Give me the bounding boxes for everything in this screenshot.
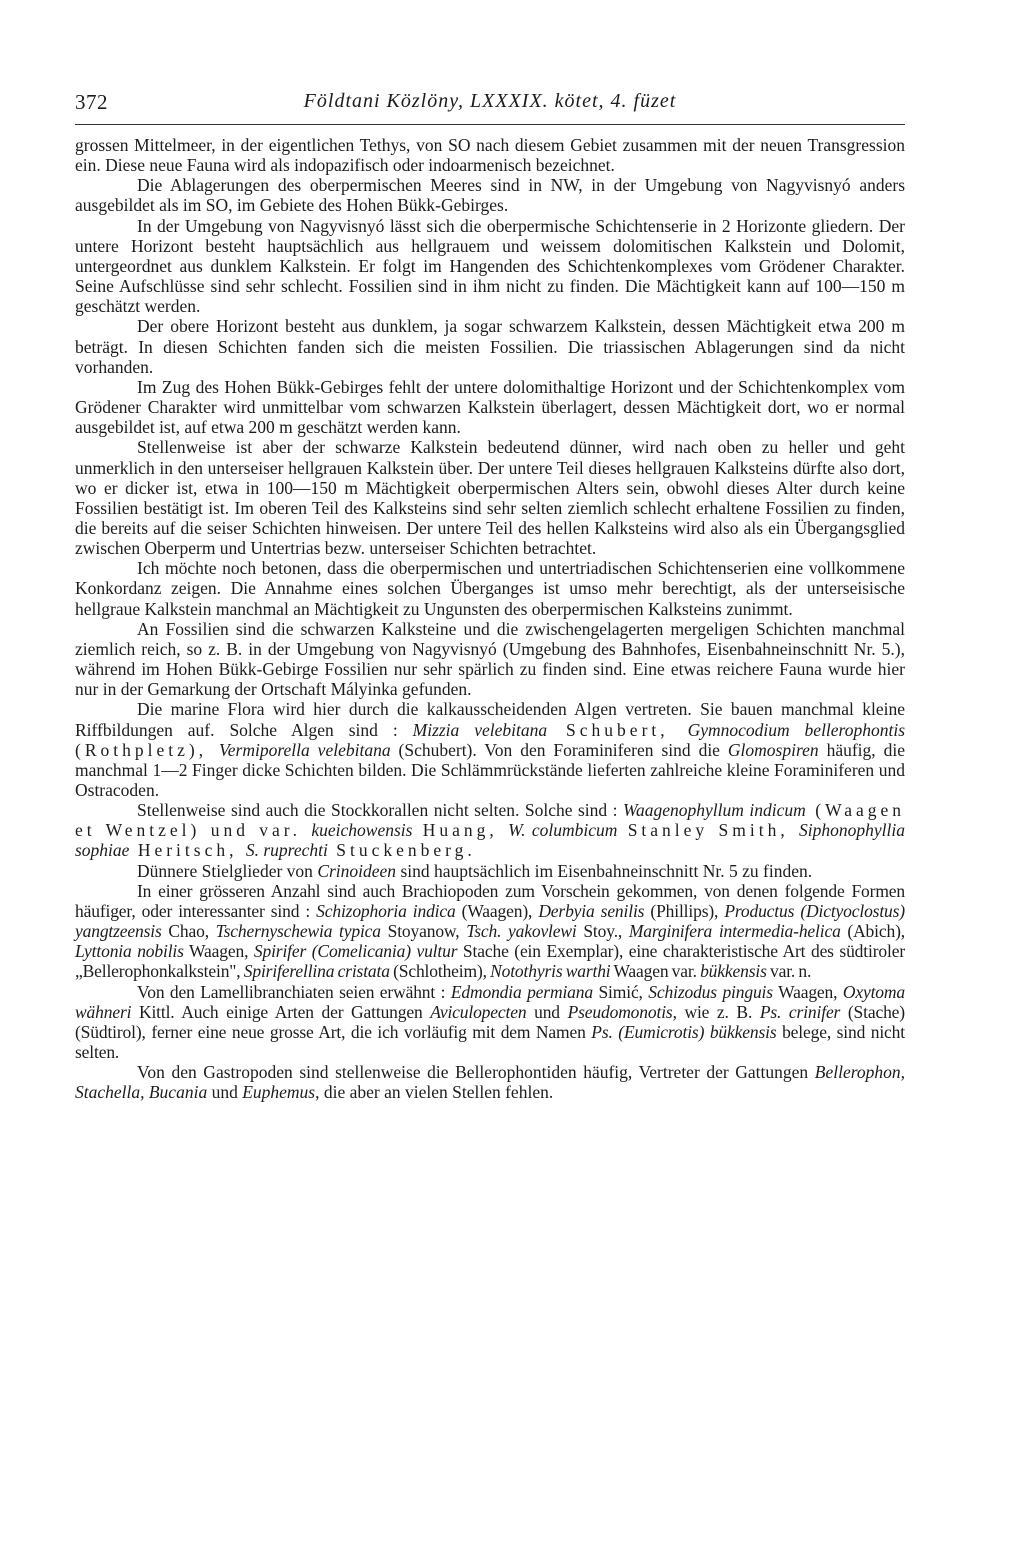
taxon-name: Productus (Dictyoclostus) yangtzeensis: [75, 900, 905, 942]
author-name: Waagen,: [772, 981, 843, 1002]
paragraph: grossen Mittelmeer, in der eigentlichen Tethys, von SO nach diesem Gebiet zusammen mit der neuen Transgression ein. Diese neue Fauna wird als indopazifisch oder indoarmenisch bezeichnet.: [75, 135, 905, 176]
author-name: (Abich),: [840, 921, 905, 942]
taxon-name: Schizophoria indica: [316, 900, 456, 921]
paragraph-brachiopods: In einer grösseren Anzahl sind auch Brachiopoden zum Vorschein gekommen, von denen folgende Formen häufiger, oder interessanter sind : Schizophoria indica (Waagen), Derbyia senilis (Phillips), Productus (Dictyoclostus) yangtzeensis Chao, Tschernyschewia typica Stoyanow, Tsch. yakovlewi Stoy., Marginifera intermedia-helica (Abich), Lyttonia nobilis Waagen, Spirifer (Comelicania) vultur Stache (ein Exemplar), eine charakteristische Art des südtiroler „Bellerophonkalkstein", Spiriferellina cristata (Schlotheim), Notothyris warthi Waagen var. bükkensis var. n.: [75, 880, 905, 982]
journal-header: Földtani Közlöny, LXXXIX. kötet, 4. füzet: [303, 90, 677, 112]
taxon-name: Oxytoma wähneri: [75, 981, 905, 1022]
taxon-name: Bellerophon, Stachella, Bucania: [75, 1062, 905, 1103]
author-name: (Schlotheim),: [389, 961, 491, 982]
taxon-name: Euphemus: [242, 1082, 316, 1103]
taxon-name: Waagenophyllum indicum: [623, 800, 806, 821]
taxon-name: Ps. crinifer: [759, 1001, 841, 1022]
author-name: Stoyanow,: [380, 921, 467, 942]
running-head: [75, 90, 905, 124]
taxon-name: Spiriferellina cristata: [243, 961, 390, 982]
paragraph: Die Ablagerungen des oberpermischen Meeres sind in NW, in der Umgebung von Nagyvisnyó anders ausgebildet als im SO, im Gebiete des Hohen Bükk-Gebirges.: [75, 175, 905, 216]
paragraph-crinoids: Dünnere Stielglieder von Crinoideen sind hauptsächlich im Eisenbahneinschnitt Nr. 5 zu finden.: [137, 860, 813, 881]
taxon-name: Schizodus pinguis: [648, 981, 773, 1002]
author-name: Schubert,: [547, 719, 688, 740]
taxon-name: Spirifer (Comelicania) vultur: [253, 941, 458, 962]
taxon-name: Lyttonia nobilis: [75, 941, 184, 962]
taxon-name: Ps. (Eumicrotis) bükkensis: [591, 1021, 777, 1042]
author-name: Chao,: [161, 921, 216, 942]
author-name: (Phillips),: [644, 900, 725, 921]
taxon-name: Tsch. yakovlewi: [466, 921, 577, 942]
taxon-name: Siphonophyllia sophiae: [75, 820, 905, 861]
taxon-name: Vermiporella velebitana: [219, 739, 391, 760]
taxon-name: Gymnocodium bellerophontis: [687, 719, 906, 740]
taxon-name: Glomospiren: [727, 739, 819, 760]
paragraph: Ich möchte noch betonen, dass die oberpermischen und untertriadischen Schichtenserien eine vollkommene Konkordanz zeigen. Die Annahme eines solchen Überganges ist umso mehr berechtigt, als der unterseisische hellgraue Kalkstein manchmal an Mächtigkeit zu Ungunsten des oberpermischen Kalksteins zunimmt.: [75, 558, 905, 619]
paragraph-lamellibranchs: Von den Lamellibranchiaten seien erwähnt : Edmondia permiana Simić, Schizodus pinguis Waagen, Oxytoma wähneri Kittl. Auch einige Arten der Gattungen Aviculopecten und Pseudomonotis, wie z. B. Ps. crinifer (Stache) (Südtirol), ferner eine neue grosse Art, die ich vorläufig mit dem Namen Ps. (Eumicrotis) bükkensis belege, sind nicht selten.: [75, 981, 905, 1063]
taxon-name: Aviculopecten: [430, 1001, 527, 1022]
taxon-name: Mizzia velebitana: [412, 719, 548, 740]
author-name: Heritsch,: [129, 840, 246, 861]
header-rule: [75, 124, 905, 125]
paragraph: Der obere Horizont besteht aus dunklem, ja sogar schwarzem Kalkstein, dessen Mächtigkeit etwa 200 m beträgt. In diesen Schichten fanden sich die meisten Fossilien. Die triassischen Ablagerungen sind da nicht vorhanden.: [75, 316, 905, 377]
taxon-name: S. ruprechti: [245, 840, 328, 861]
author-name: (Waagen et Wentzel) und var.: [75, 800, 906, 841]
paragraph-gastropods: Von den Gastropoden sind stellenweise die Bellerophontiden häufig, Vertreter der Gattungen Bellerophon, Stachella, Bucania und Euphemus, die aber an vielen Stellen fehlen.: [75, 1062, 905, 1103]
author-name: Huang,: [412, 820, 509, 841]
author-name: Stuckenberg.: [327, 840, 476, 861]
taxon-name: Crinoideen: [317, 860, 397, 881]
paragraph-algae: Die marine Flora wird hier durch die kalkausscheidenden Algen vertreten. Sie bauen manchmal kleine Riffbildungen auf. Solche Algen sind : Mizzia velebitana Schubert, Gymnocodium bellerophontis (Rothpletz), Vermiporella velebitana (Schubert). Von den Foraminiferen sind die Glomospiren häufig, die manchmal 1—2 Finger dicke Schichten bilden. Die Schlämmrückstände lieferten zahlreiche kleine Foraminiferen und Ostracoden.: [75, 699, 906, 800]
author-name: Waagen var.: [610, 961, 701, 982]
taxon-name: Edmondia permiana: [450, 981, 593, 1002]
taxon-name: Notothyris warthi: [490, 961, 611, 982]
taxon-name: kueichowensis: [311, 820, 413, 841]
author-name: Stanley Smith,: [617, 820, 800, 841]
taxon-name: Marginifera intermedia-helica: [628, 921, 841, 942]
author-name: Simić,: [592, 981, 649, 1002]
taxon-name: Derbyia senilis: [538, 900, 645, 921]
author-name: Stoy.,: [576, 921, 629, 942]
paragraph-corals: Stellenweise sind auch die Stockkorallen nicht selten. Solche sind : Waagenophyllum indicum (Waagen et Wentzel) und var. kueichowensis Huang, W. columbicum Stanley Smith, Siphonophyllia sophiae Heritsch, S. ruprechti Stuckenberg.: [75, 800, 906, 861]
body-text: [75, 135, 905, 1103]
taxon-name: bükkensis: [700, 961, 767, 982]
taxon-name: Tschernyschewia typica: [215, 921, 381, 942]
paragraph: Im Zug des Hohen Bükk-Gebirges fehlt der untere dolomithaltige Horizont und der Schichtenkomplex vom Grödener Charakter wird unmittelbar vom schwarzen Kalkstein überlagert, dessen Mächtigkeit dort, wo er normal ausgebildet ist, auf etwa 200 m geschätzt werden kann.: [75, 376, 905, 438]
author-name: (Waagen),: [455, 900, 539, 921]
paragraph: Stellenweise ist aber der schwarze Kalkstein bedeutend dünner, wird nach oben zu heller und geht unmerklich in den unterseiser hellgrauen Kalkstein über. Der untere Teil dieses hellgrauen Kalksteins dürfte also dort, wo er dicker ist, etwa in 100—150 m Mächtigkeit oberpermischen Alters sein, obwohl dieses Alter durch keine Fossilien bestätigt ist. Im oberen Teil des Kalksteins sind sehr selten ziemlich schlecht erhaltene Fossilien zu finden, die bereits auf die seiser Schichten hinweisen. Der untere Teil des hellen Kalksteins wird also als ein Übergangsglied zwischen Oberperm und Untertrias bezw. unterseiser Schichten betrachtet.: [75, 437, 905, 559]
paragraph: In der Umgebung von Nagyvisnyó lässt sich die oberpermische Schichtenserie in 2 Horizonte gliedern. Der untere Horizont besteht hauptsächlich aus hellgrauem und weissem dolomitischen Kalkstein und Dolomit, untergeordnet aus dunklem Kalkstein. Er folgt im Hangenden des Schichtenkomplexes vom Grödener Charakter. Seine Aufschlüsse sind sehr schlecht. Fossilien sind in ihm nicht zu finden. Die Mächtigkeit kann auf 100—150 m geschätzt werden.: [75, 215, 905, 317]
author-name: (Rothpletz),: [75, 739, 220, 760]
taxon-name: Pseudomonotis: [567, 1001, 673, 1022]
taxon-name: W. columbicum: [508, 820, 618, 841]
page-number: 372: [75, 90, 108, 114]
author-name: Stache (ein Exemplar), eine charakteristische Art des südtiroler „Bellerophonkalkstein",: [75, 941, 905, 982]
paragraph: An Fossilien sind die schwarzen Kalksteine und die zwischengelagerten mergeligen Schichten manchmal ziemlich reich, so z. B. in der Umgebung von Nagyvisnyó (Umgebung des Bahnhofes, Eisenbahneinschnitt Nr. 5.), während im Hohen Bükk-Gebirge Fossilien nur sehr spärlich zu finden sind. Eine etwas reichere Fauna wurde hier nur in der Gemarkung der Ortschaft Mályinka gefunden.: [75, 618, 905, 700]
author-name: Waagen,: [183, 941, 254, 962]
